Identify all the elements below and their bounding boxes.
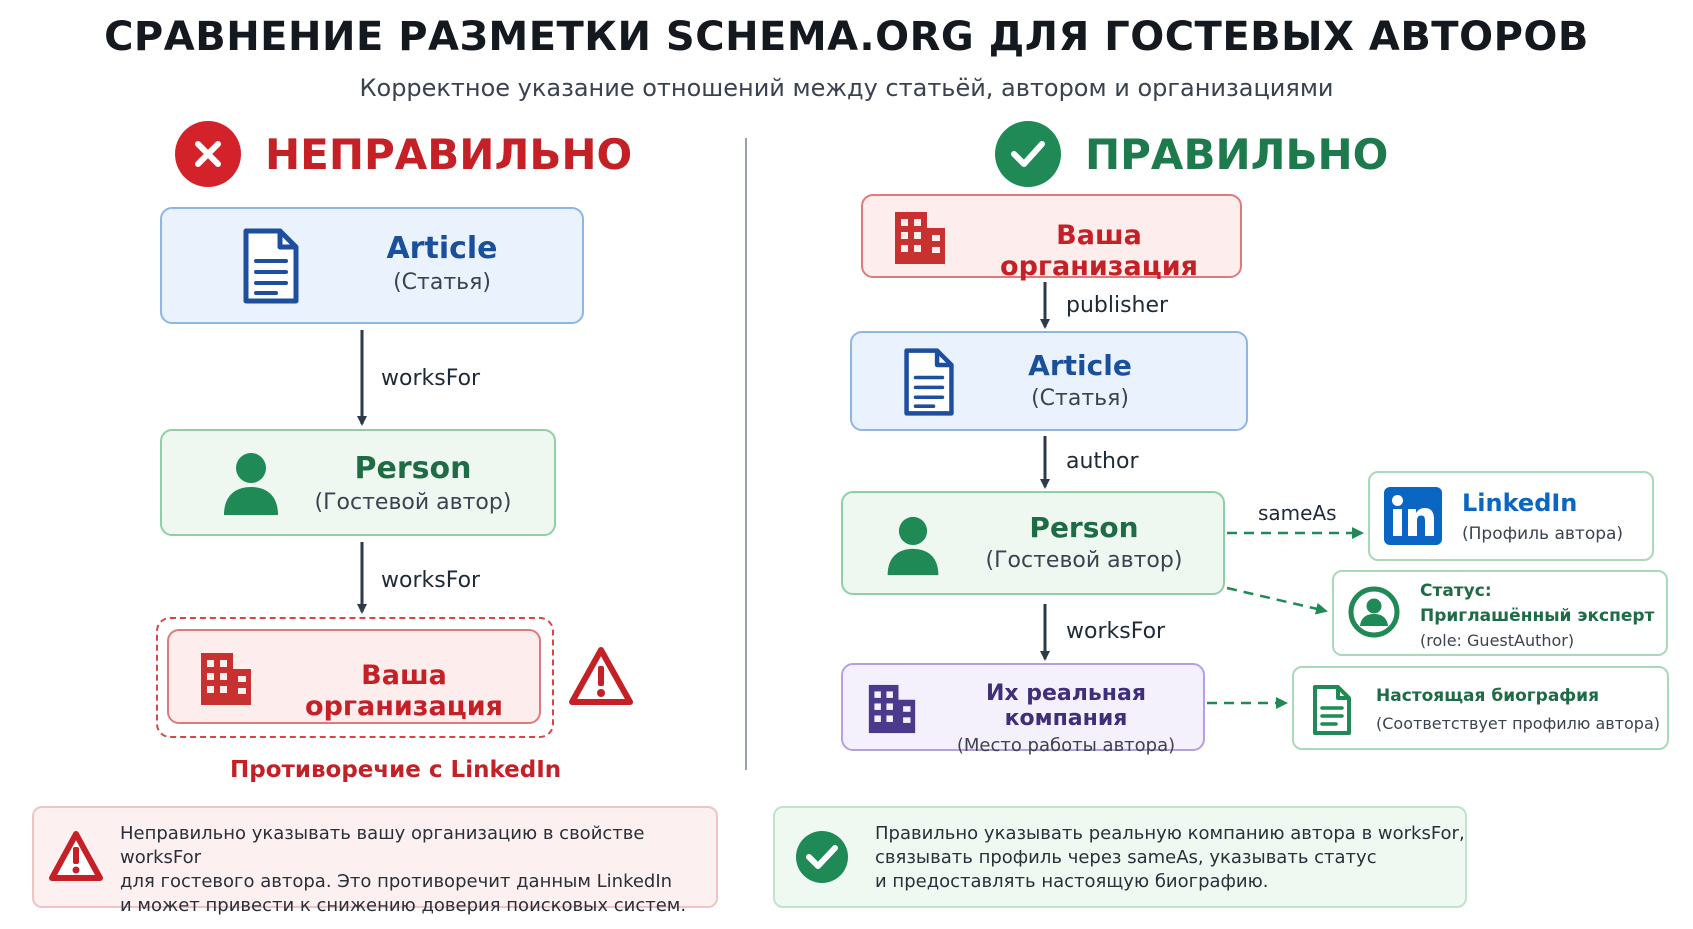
wrong-article-sub: (Статья) <box>393 270 491 295</box>
linkedin-conflict-warning: Противоречие с LinkedIn <box>230 757 562 783</box>
status-role: (role: GuestAuthor) <box>1420 631 1575 650</box>
right-person-sub: (Гостевой автор) <box>985 548 1183 573</box>
bio-sub: (Соответствует профилю автора) <box>1376 714 1660 733</box>
wrong-edge-worksfor-1: worksFor <box>381 366 481 391</box>
right-explanation-line-2: связывать профиль через sameAs, указывать статус <box>875 847 1377 868</box>
page-title: СРАВНЕНИЕ РАЗМЕТКИ SCHEMA.ORG ДЛЯ ГОСТЕВЫХ АВТОРОВ <box>104 14 1589 60</box>
verdict-wrong-label: НЕПРАВИЛЬНО <box>265 129 633 179</box>
right-explanation-line-1: Правильно указывать реальную компанию автора в worksFor, <box>875 823 1465 844</box>
wrong-organization-label: Ваша организация <box>305 660 503 722</box>
right-edge-worksfor: worksFor <box>1066 619 1166 644</box>
bio-label: Настоящая биография <box>1376 686 1600 706</box>
verdict-right-label: ПРАВИЛЬНО <box>1085 129 1389 179</box>
linkedin-sub: (Профиль автора) <box>1462 524 1624 544</box>
real-company-sub: (Место работы автора) <box>956 735 1176 756</box>
right-organization-label: Ваша организация <box>1000 220 1198 282</box>
right-explanation-line-3: и предоставлять настоящую биографию. <box>875 871 1269 892</box>
wrong-explanation-line-2: для гостевого автора. Это противоречит данным LinkedIn <box>120 871 673 892</box>
right-article-sub: (Статья) <box>1031 386 1129 411</box>
status-value: Приглашённый эксперт <box>1420 606 1655 626</box>
wrong-edge-worksfor-2: worksFor <box>381 568 481 593</box>
real-company-label: Их реальная компания <box>986 681 1146 731</box>
linkedin-label: LinkedIn <box>1462 489 1578 517</box>
right-edge-publisher: publisher <box>1066 293 1169 318</box>
wrong-person-label: Person <box>354 451 472 486</box>
dashed-arrow-person-status <box>1227 588 1326 611</box>
status-title: Статус: <box>1420 581 1492 601</box>
right-person-label: Person <box>1029 511 1139 544</box>
wrong-article-label: Article <box>386 231 498 266</box>
wrong-explanation-line-1: Неправильно указывать вашу организацию в свойстве worksFor <box>120 823 645 868</box>
wrong-person-sub: (Гостевой автор) <box>314 490 512 515</box>
right-edge-sameas: sameAs <box>1258 501 1337 525</box>
wrong-explanation-line-3: и может привести к снижению доверия поисковых систем. <box>120 895 687 916</box>
right-article-label: Article <box>1028 349 1132 382</box>
right-edge-author: author <box>1066 449 1139 474</box>
page-subtitle: Корректное указание отношений между статьёй, автором и организациями <box>359 74 1334 102</box>
